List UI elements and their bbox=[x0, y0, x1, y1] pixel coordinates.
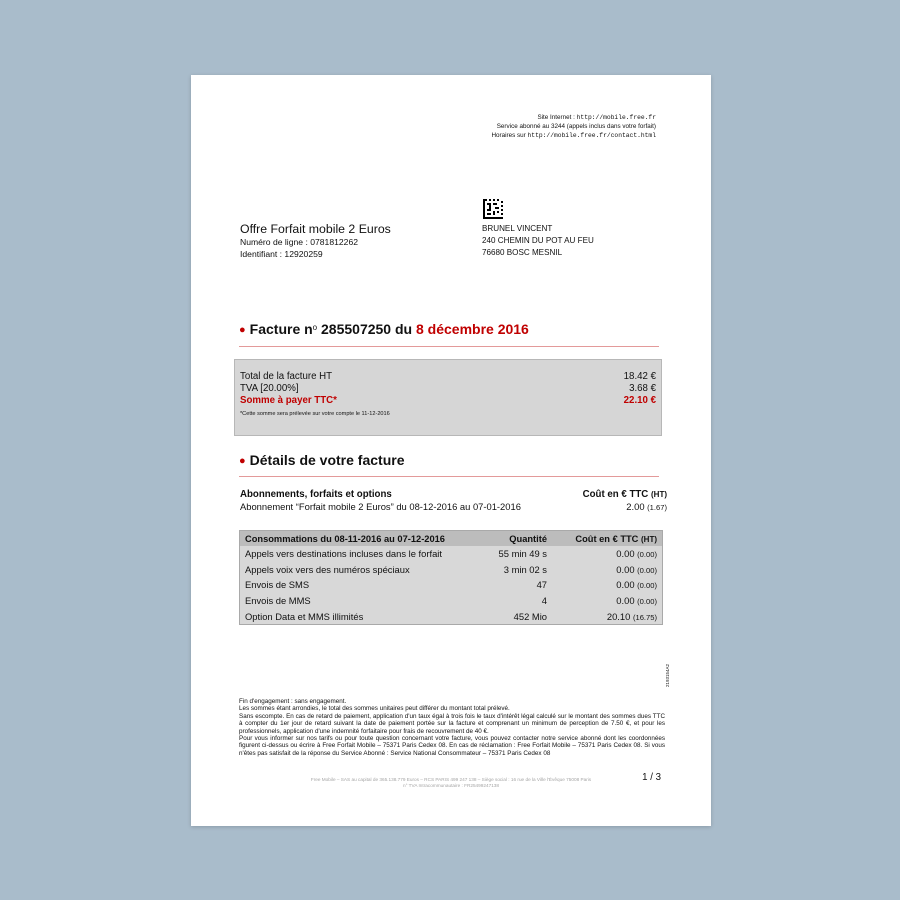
subscriptions-header-label: Abonnements, forfaits et options bbox=[240, 489, 392, 500]
consumption-header-cost bbox=[552, 531, 662, 546]
table-row bbox=[240, 593, 662, 609]
legal-contact: Pour vous informer sur nos tarifs ou pour toute question concernant votre facture, vous pouvez contacter notre service abonné dont les coordonnées figurent ci-dessus ou écrire à Free Forfait Mobile – 75371 Paris Cedex 08. En cas de réclamation : Free Forfait Mobile – 75371 Paris Cedex 08. Si vous n'êtes pas satisfait de la réponse du Service Abonné : Service National Consommateur – 75371 Paris Cedex 08 bbox=[239, 735, 665, 757]
row-cost-ttc: 20.10 bbox=[606, 610, 631, 622]
legal-rounding: Les sommes étant arrondies, le total des sommes unitaires peut différer du montant total prélevé. bbox=[239, 705, 510, 713]
details-title-text: Détails de votre facture bbox=[249, 452, 405, 468]
row-label: Envois de SMS bbox=[245, 579, 310, 591]
total-ht-value: 18.42 € bbox=[623, 371, 656, 382]
contact-block bbox=[491, 113, 656, 141]
totals-box bbox=[234, 359, 662, 436]
title-divider bbox=[239, 346, 659, 347]
hours-label: Horaires sur bbox=[491, 132, 528, 140]
consumption-header-label: Consommations du 08-11-2016 au 07-12-2016 bbox=[240, 531, 462, 546]
row-cost-ttc: 0.00 bbox=[616, 595, 635, 607]
details-divider bbox=[239, 476, 659, 477]
subscription-cost-ht: (1.67) bbox=[647, 503, 667, 512]
tva-value: 3.68 € bbox=[629, 383, 656, 394]
row-cost-ht: (0.00) bbox=[637, 597, 657, 607]
company-footer bbox=[286, 777, 616, 790]
consumption-header-cost-ht: (HT) bbox=[641, 534, 657, 544]
cost-header bbox=[583, 489, 667, 500]
legal-commitment: Fin d'engagement : sans engagement. bbox=[239, 698, 347, 705]
subscriptions-header bbox=[240, 489, 667, 500]
amount-due-value: 22.10 € bbox=[623, 395, 656, 406]
consumption-header-qty: Quantité bbox=[462, 531, 552, 546]
row-cost-ttc: 0.00 bbox=[616, 579, 635, 591]
hours-link[interactable]: http://mobile.free.fr/contact.html bbox=[527, 132, 656, 140]
table-row bbox=[240, 608, 662, 624]
amount-due-label: Somme à payer TTC* bbox=[240, 395, 337, 406]
service-line: Service abonné au 3244 (appels inclus dans votre forfait) bbox=[496, 123, 656, 131]
row-qty: 4 bbox=[541, 595, 547, 607]
row-cost-ttc: 0.00 bbox=[616, 548, 635, 560]
row-cost-ttc: 0.00 bbox=[616, 563, 635, 575]
row-cost bbox=[552, 577, 662, 593]
cost-header-ht: (HT) bbox=[651, 490, 667, 499]
offer-block bbox=[240, 222, 391, 260]
subscription-label: Abonnement “Forfait mobile 2 Euros” du 08-12-2016 au 07-01-2016 bbox=[240, 501, 521, 512]
subscription-cost bbox=[626, 501, 667, 512]
bullet-icon: ● bbox=[239, 324, 246, 336]
consumption-table bbox=[239, 530, 663, 625]
row-cost-ht: (0.00) bbox=[637, 565, 657, 575]
row-cost-ht: (0.00) bbox=[637, 550, 657, 560]
footer-company: Free Mobile – SAS au capital de 365.138.779 Euros – RCS PARIS 499 247 138 – Siège social : 16 rue de la Ville l'Évêque 75008 Paris bbox=[310, 777, 592, 782]
recipient-name: BRUNEL VINCENT bbox=[482, 224, 553, 233]
invoice-page bbox=[191, 75, 711, 826]
row-cost bbox=[552, 562, 662, 578]
identifier: Identifiant : 12920259 bbox=[240, 249, 323, 259]
subscription-row bbox=[240, 501, 667, 512]
row-qty: 47 bbox=[536, 579, 547, 591]
row-label: Envois de MMS bbox=[245, 595, 311, 607]
table-row bbox=[240, 562, 662, 578]
footer-vat: n° TVA Intracommunautaire : FR25499247138 bbox=[402, 783, 500, 789]
recipient-city: 76680 BOSC MESNIL bbox=[482, 248, 563, 258]
tva-label: TVA [20.00%] bbox=[240, 383, 299, 394]
cost-header-ttc: Coût en € TTC bbox=[582, 489, 649, 500]
row-cost bbox=[552, 608, 662, 624]
row-cost bbox=[552, 546, 662, 562]
debit-note: *Cette somme sera prélevée sur votre compte le 11-12-2016 bbox=[240, 411, 390, 417]
invoice-date: 8 décembre 2016 bbox=[415, 321, 529, 337]
row-label: Appels voix vers des numéros spéciaux bbox=[245, 563, 410, 575]
legal-notice bbox=[239, 698, 665, 757]
invoice-number-sup: o bbox=[312, 323, 318, 332]
datamatrix-icon bbox=[483, 199, 503, 219]
row-cost-ht: (16.75) bbox=[632, 612, 657, 622]
row-qty: 3 min 02 s bbox=[503, 563, 547, 575]
total-ht-label: Total de la facture HT bbox=[240, 371, 333, 382]
recipient-address bbox=[482, 223, 594, 260]
legal-late-payment: Sans escompte. En cas de retard de paiement, application d'un taux égal à trois fois le taux d'intérêt légal calculé sur le montant des sommes dues TTC à compter du 1er jour de retard suivant la date de paiement portée sur la facture et comprenant un minimum de perception de 7.50 €, et pour les professionnels, application d'une indemnité forfaitaire pour frais de recouvrement de 40 €. bbox=[239, 712, 665, 735]
details-title bbox=[239, 452, 405, 468]
table-row bbox=[240, 577, 662, 593]
row-label: Appels vers destinations incluses dans le forfait bbox=[245, 548, 442, 560]
recipient-street: 240 CHEMIN DU POT AU FEU bbox=[482, 236, 594, 246]
total-ht-row bbox=[240, 371, 656, 382]
consumption-header-cost-ttc: Coût en € TTC bbox=[575, 533, 639, 544]
row-qty: 55 min 49 s bbox=[498, 548, 547, 560]
tva-row bbox=[240, 383, 656, 394]
page-number: 1 / 3 bbox=[642, 772, 661, 783]
website-link[interactable]: http://mobile.free.fr bbox=[576, 114, 656, 121]
consumption-header-row bbox=[240, 531, 662, 546]
table-row bbox=[240, 546, 662, 562]
bullet-icon: ● bbox=[239, 455, 246, 467]
row-qty: 452 Mio bbox=[513, 610, 547, 622]
row-cost bbox=[552, 593, 662, 609]
website-label: Site Internet : bbox=[537, 114, 577, 121]
offer-title: Offre Forfait mobile 2 Euros bbox=[240, 222, 391, 236]
row-cost-ht: (0.00) bbox=[637, 581, 657, 591]
invoice-title bbox=[239, 321, 529, 337]
amount-due-row bbox=[240, 395, 656, 406]
subscription-cost-ttc: 2.00 bbox=[626, 501, 645, 512]
invoice-title-prefix: Facture n bbox=[249, 321, 313, 337]
invoice-number: 285507250 du bbox=[317, 321, 416, 337]
row-label: Option Data et MMS illimités bbox=[245, 610, 364, 622]
line-number: Numéro de ligne : 0781812262 bbox=[240, 237, 359, 247]
side-code: 2193154A2 bbox=[665, 663, 670, 687]
